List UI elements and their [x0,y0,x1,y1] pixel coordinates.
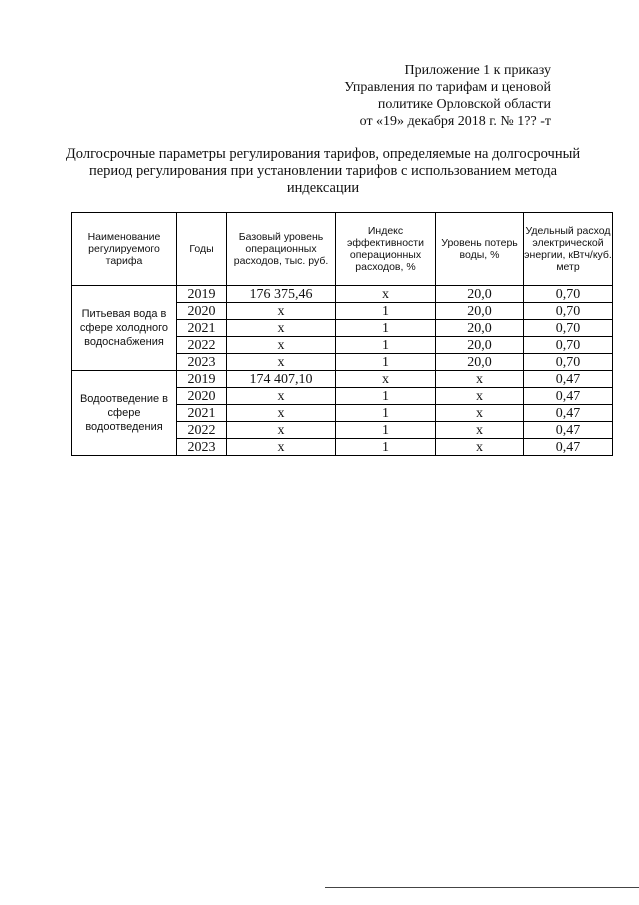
year-cell: 2023 [177,354,227,371]
footer-divider [325,887,639,888]
water-loss-cell: х [436,422,524,439]
header-efficiency-index: Индекс эффективности операционных расходов, % [336,213,436,286]
efficiency-index-cell: 1 [336,388,436,405]
base-level-cell: х [227,320,336,337]
water-loss-cell: 20,0 [436,303,524,320]
efficiency-index-cell: х [336,286,436,303]
tariff-parameters-table [71,212,613,456]
appendix-line: Приложение 1 к приказу [404,63,551,78]
appendix-line: от «19» декабря 2018 г. № 1?? -т [359,114,551,129]
efficiency-index-cell: 1 [336,405,436,422]
efficiency-index-cell: 1 [336,439,436,456]
efficiency-index-cell: 1 [336,320,436,337]
base-level-cell: 176 375,46 [227,286,336,303]
base-level-cell: х [227,405,336,422]
year-cell: 2019 [177,371,227,388]
tariff-name-cell: Питьевая вода в сфере холодного водоснабжения [72,286,177,371]
energy-cell: 0,70 [524,337,613,354]
water-loss-cell: х [436,371,524,388]
header-energy-consumption: Удельный расход электрической энергии, кВтч/куб. метр [524,213,613,286]
header-years: Годы [177,213,227,286]
year-cell: 2022 [177,422,227,439]
energy-cell: 0,70 [524,286,613,303]
water-loss-cell: 20,0 [436,354,524,371]
header-base-level: Базовый уровень операционных расходов, тыс. руб. [227,213,336,286]
appendix-line: Управления по тарифам и ценовой [344,80,551,95]
energy-cell: 0,70 [524,303,613,320]
water-loss-cell: х [436,405,524,422]
tariff-name-cell: Водоотведение в сфере водоотведения [72,371,177,456]
base-level-cell: х [227,354,336,371]
energy-cell: 0,47 [524,405,613,422]
year-cell: 2020 [177,303,227,320]
document-title: Долгосрочные параметры регулирования тарифов, определяемые на долгосрочный период регулирования при установлении тарифов с использованием метода индексации [65,146,581,196]
energy-cell: 0,70 [524,354,613,371]
energy-cell: 0,47 [524,422,613,439]
table-row [72,286,613,303]
energy-cell: 0,70 [524,320,613,337]
year-cell: 2023 [177,439,227,456]
efficiency-index-cell: 1 [336,422,436,439]
base-level-cell: х [227,303,336,320]
base-level-cell: 174 407,10 [227,371,336,388]
efficiency-index-cell: х [336,371,436,388]
appendix-line: политике Орловской области [377,97,551,112]
water-loss-cell: 20,0 [436,337,524,354]
water-loss-cell: 20,0 [436,286,524,303]
water-loss-cell: х [436,439,524,456]
efficiency-index-cell: 1 [336,303,436,320]
year-cell: 2022 [177,337,227,354]
appendix-header [331,62,551,130]
base-level-cell: х [227,422,336,439]
energy-cell: 0,47 [524,439,613,456]
table-row [72,371,613,388]
water-loss-cell: х [436,388,524,405]
base-level-cell: х [227,439,336,456]
table-body [72,286,613,456]
table-header-row [72,213,613,286]
year-cell: 2021 [177,405,227,422]
efficiency-index-cell: 1 [336,354,436,371]
water-loss-cell: 20,0 [436,320,524,337]
efficiency-index-cell: 1 [336,337,436,354]
energy-cell: 0,47 [524,371,613,388]
header-tariff-name: Наименование регулируемого тарифа [72,213,177,286]
energy-cell: 0,47 [524,388,613,405]
base-level-cell: х [227,337,336,354]
header-water-loss: Уровень потерь воды, % [436,213,524,286]
year-cell: 2021 [177,320,227,337]
year-cell: 2019 [177,286,227,303]
base-level-cell: х [227,388,336,405]
year-cell: 2020 [177,388,227,405]
